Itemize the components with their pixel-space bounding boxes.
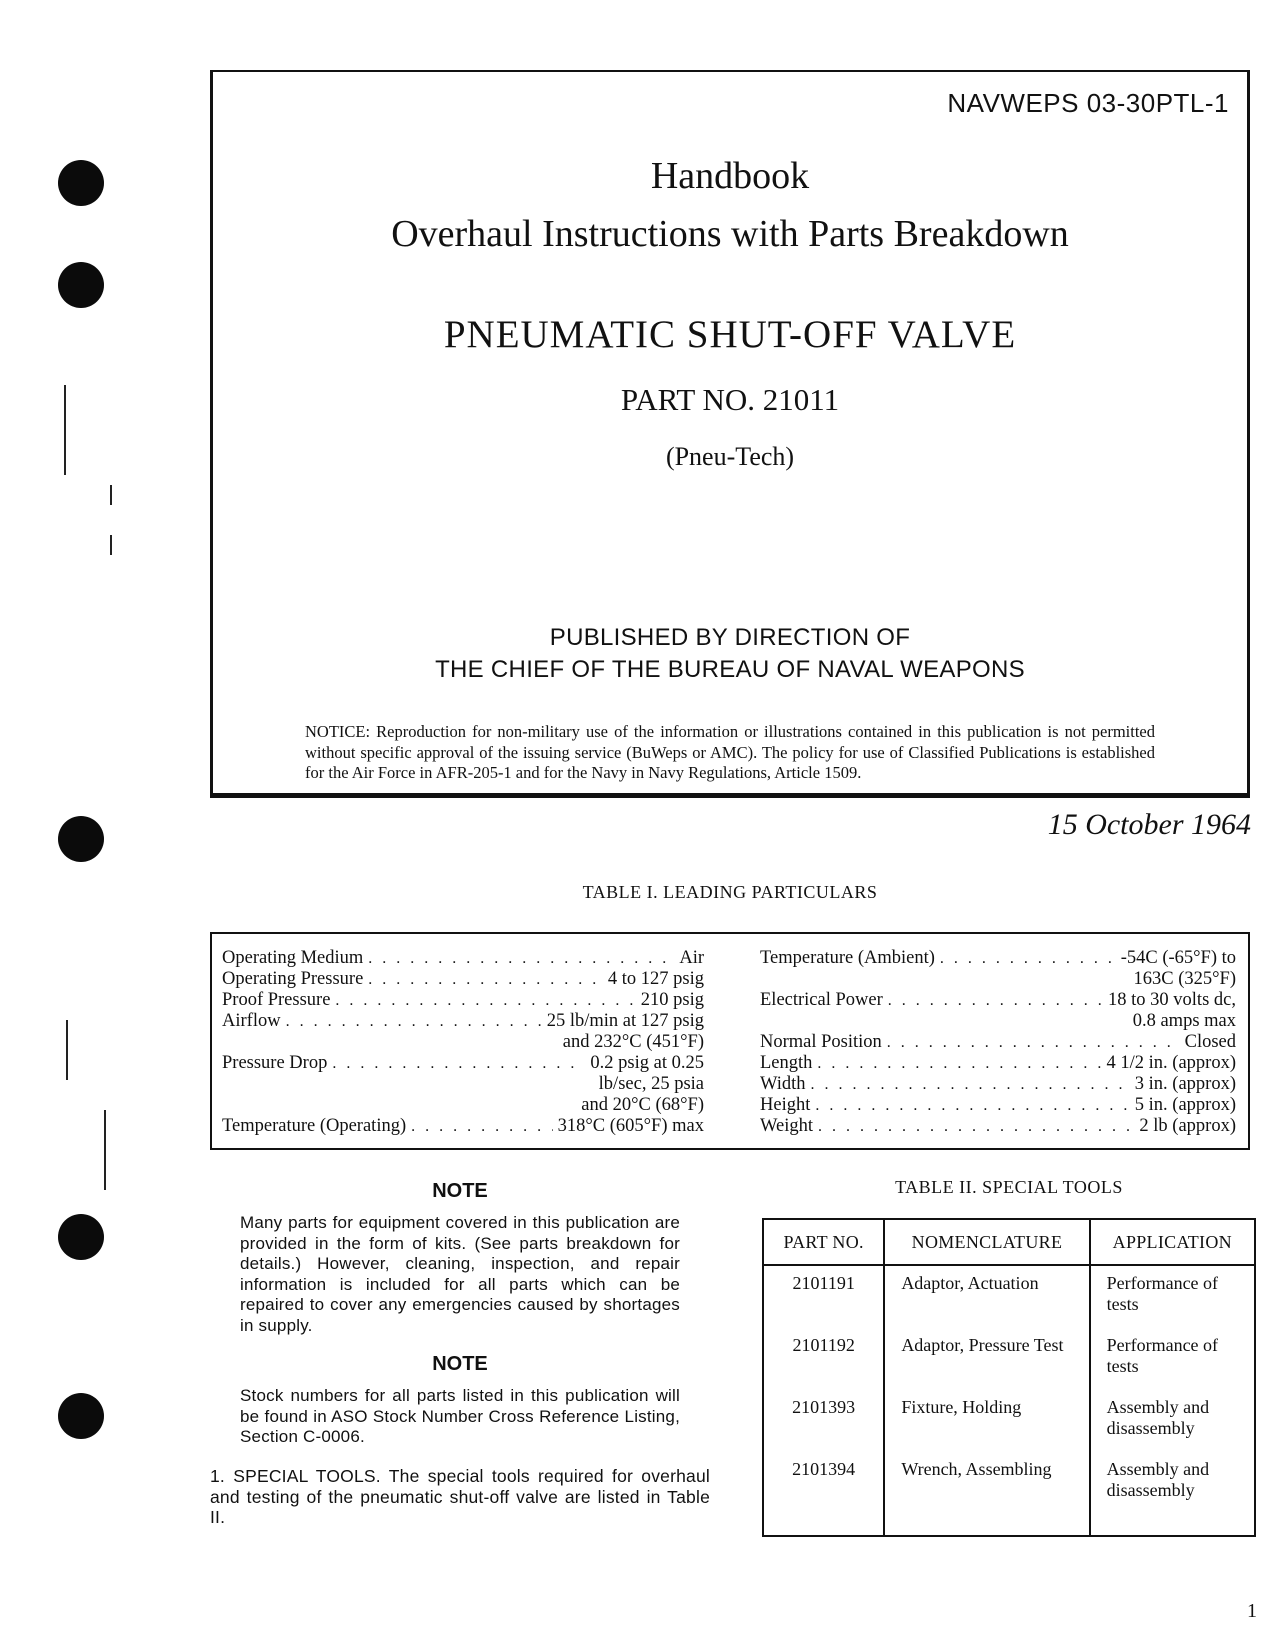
- scan-mark: [110, 485, 112, 505]
- table-cell: Adaptor, Actuation: [884, 1265, 1089, 1328]
- table2-title: TABLE II. SPECIAL TOOLS: [895, 1177, 1123, 1197]
- table-cell: Wrench, Assembling: [884, 1452, 1089, 1536]
- table-row: [763, 1328, 1255, 1390]
- particular-row: Temperature (Ambient) . . . -54C (-65°F) to: [760, 948, 1236, 969]
- particular-row: Proof Pressure . . . 210 psig: [222, 990, 704, 1011]
- punch-hole: [58, 160, 104, 206]
- special-tools-table: [762, 1218, 1256, 1537]
- column-header: PART NO.: [763, 1219, 884, 1265]
- note-heading: NOTE: [432, 1180, 488, 1202]
- note-heading: NOTE: [432, 1353, 488, 1375]
- particular-continuation: and 232°C (451°F): [562, 1032, 704, 1052]
- punch-hole: [58, 816, 104, 862]
- document-id: NAVWEPS 03-30PTL-1: [947, 88, 1229, 118]
- punch-hole: [58, 1393, 104, 1439]
- particular-row: Pressure Drop . . . 0.2 psig at 0.25: [222, 1053, 704, 1074]
- cover-box: [210, 70, 1250, 798]
- particular-row: Normal Position . . . Closed: [760, 1032, 1236, 1053]
- table-cell: Performance of tests: [1090, 1328, 1255, 1390]
- notice-text: NOTICE: Reproduction for non-military use of the information or illustrations contained in this publication is not permitted without specific approval of the issuing service (BuWeps or AMC). The policy for use of Classified Publications is established for the Air Force in AFR-205-1 and for the Navy in Navy Regulations, Article 1509.: [305, 722, 1155, 782]
- scan-mark: [64, 385, 66, 475]
- table-header-row: [763, 1219, 1255, 1265]
- particular-row: Temperature (Operating) . . . 318°C (605°F) max: [222, 1116, 704, 1137]
- particular-row: Electrical Power . . . 18 to 30 volts dc,: [760, 990, 1236, 1011]
- page-number: 1: [1247, 1600, 1257, 1622]
- particular-row: Length . . . 4 1/2 in. (approx): [760, 1053, 1236, 1074]
- particular-continuation: 163C (325°F): [1133, 969, 1236, 989]
- special-tools-paragraph: 1. SPECIAL TOOLS. The special tools required for overhaul and testing of the pneumatic shut-off valve are listed in Table II.: [210, 1466, 710, 1527]
- punch-hole: [58, 1214, 104, 1260]
- published-by-line-2: THE CHIEF OF THE BUREAU OF NAVAL WEAPONS: [435, 656, 1025, 683]
- table1-title: TABLE I. LEADING PARTICULARS: [582, 882, 878, 902]
- published-by-line-1: PUBLISHED BY DIRECTION OF: [549, 624, 911, 651]
- table-cell: 2101192: [763, 1328, 884, 1390]
- particular-row: Operating Pressure . . . 4 to 127 psig: [222, 969, 704, 990]
- handbook-title: Handbook: [650, 155, 810, 197]
- scan-mark: [66, 1020, 68, 1080]
- publication-date: 15 October 1964: [1047, 808, 1251, 841]
- table-cell: 2101394: [763, 1452, 884, 1536]
- table-cell: Fixture, Holding: [884, 1390, 1089, 1452]
- particular-continuation: 0.8 amps max: [1132, 1011, 1236, 1031]
- particular-continuation: and 20°C (68°F): [581, 1095, 704, 1115]
- leading-particulars-table: [210, 932, 1250, 1150]
- table-cell: 2101191: [763, 1265, 884, 1328]
- particular-row: Weight . . . 2 lb (approx): [760, 1116, 1236, 1137]
- note-text: Many parts for equipment covered in this publication are provided in the form of kits. (See parts breakdown for details.) However, cleaning, inspection, and repair information is included for all parts which can be repaired to cover any emergencies caused by shortages in supply.: [240, 1213, 680, 1335]
- manufacturer: (Pneu-Tech): [665, 442, 795, 471]
- particular-continuation: lb/sec, 25 psia: [598, 1074, 704, 1094]
- scan-mark: [110, 535, 112, 555]
- scan-mark: [104, 1110, 106, 1190]
- table-cell: 2101393: [763, 1390, 884, 1452]
- note-text: Stock numbers for all parts listed in this publication will be found in ASO Stock Number Cross Reference Listing, Section C-0006.: [240, 1386, 680, 1446]
- particular-row: Height . . . 5 in. (approx): [760, 1095, 1236, 1116]
- part-number: PART NO. 21011: [620, 382, 840, 417]
- table-row: [763, 1265, 1255, 1328]
- particular-row: Operating Medium . . . Air: [222, 948, 704, 969]
- table-cell: Performance of tests: [1090, 1265, 1255, 1328]
- table-row: [763, 1390, 1255, 1452]
- punch-hole: [58, 262, 104, 308]
- particular-row: Airflow . . . 25 lb/min at 127 psig: [222, 1011, 704, 1032]
- table-row: [763, 1452, 1255, 1536]
- page-title: PNEUMATIC SHUT-OFF VALVE: [443, 313, 1017, 356]
- particular-row: Width . . . 3 in. (approx): [760, 1074, 1236, 1095]
- table-cell: Assembly and disassembly: [1090, 1390, 1255, 1452]
- subtitle: Overhaul Instructions with Parts Breakdown: [391, 213, 1069, 255]
- table-cell: Assembly and disassembly: [1090, 1452, 1255, 1536]
- column-header: NOMENCLATURE: [884, 1219, 1089, 1265]
- column-header: APPLICATION: [1090, 1219, 1255, 1265]
- table-cell: Adaptor, Pressure Test: [884, 1328, 1089, 1390]
- particulars-left-column: [222, 948, 704, 1137]
- particulars-right-column: [760, 948, 1236, 1137]
